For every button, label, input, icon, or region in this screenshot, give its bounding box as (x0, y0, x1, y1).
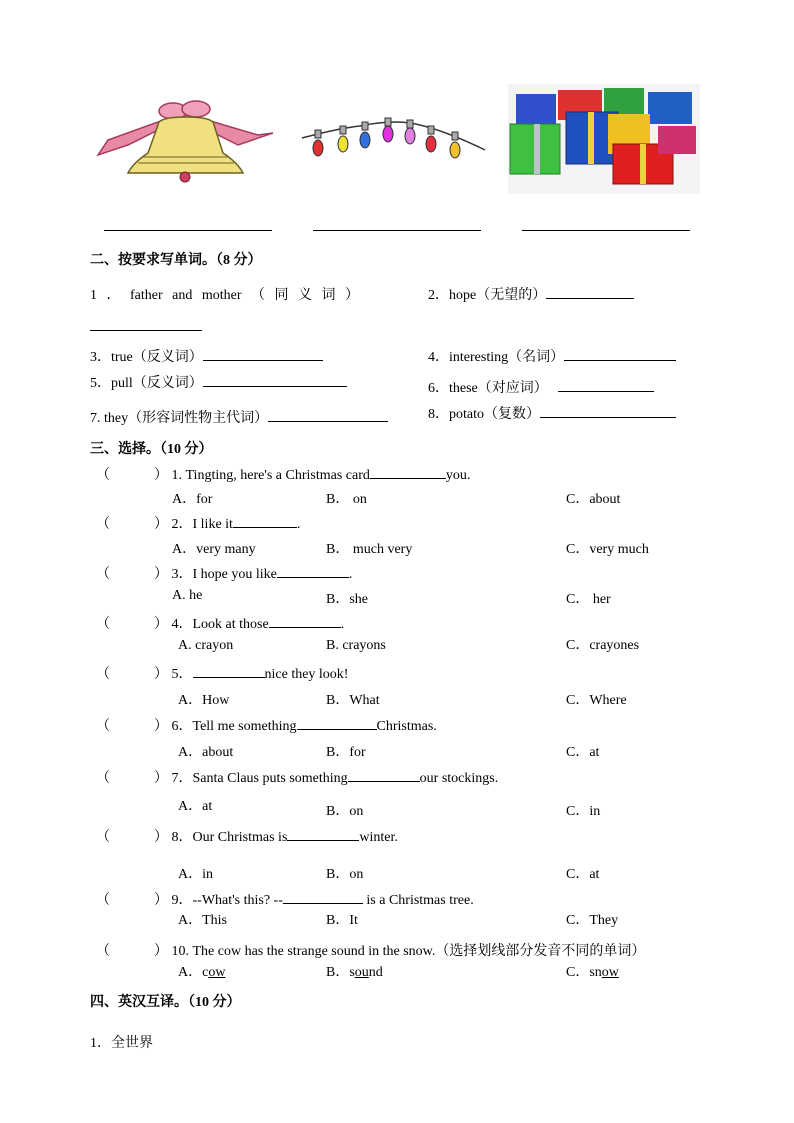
answer-paren-7[interactable]: （ ） (96, 771, 168, 786)
lights-picture (300, 108, 490, 168)
choice-q10: （ ） 10. The cow has the strange sound in the snow.（选择划线部分发音不同的单词） (96, 944, 646, 959)
q3-option-a[interactable]: A. he (172, 588, 203, 603)
q4-option-a[interactable]: A. crayon (178, 638, 234, 653)
q1-blank[interactable] (370, 464, 446, 479)
sec2-q5-text: 5．pull（反义词） (90, 376, 203, 391)
choice-q9: （ ） 9．--What's this? -- is a Christmas tree. (96, 889, 474, 909)
picture-answer-line-1[interactable] (104, 216, 272, 231)
sec2-q8 (428, 403, 676, 423)
q6-option-b[interactable]: B．for (326, 745, 366, 760)
choice-q1: （ ） 1. Tingting, here's a Christmas card you. (96, 464, 470, 484)
sec2-q5-blank[interactable] (203, 372, 347, 387)
q8-option-b[interactable]: B．on (326, 867, 364, 882)
sec2-q3-text: 3．true（反义词） (90, 350, 203, 365)
q2-blank[interactable] (233, 513, 297, 528)
q5-option-a[interactable]: A．How (178, 693, 230, 708)
choice-q5: （ ） 5． nice they look! (96, 663, 348, 683)
q3-option-c[interactable]: C． her (566, 592, 611, 607)
sec2-q7 (90, 407, 388, 427)
section-2-heading: 二、按要求写单词。（8 分） (90, 253, 262, 268)
bell-icon (88, 95, 278, 190)
answer-paren-5[interactable]: （ ） (96, 667, 168, 682)
sec2-q2-blank[interactable] (546, 284, 634, 299)
sec2-q8-blank[interactable] (540, 403, 676, 418)
q4-option-b[interactable]: B. crayons (326, 638, 386, 653)
choice-q6: （ ） 6．Tell me something Christmas. (96, 715, 437, 735)
q10-option-b[interactable]: B．sound (326, 965, 383, 980)
q8-option-c[interactable]: C．at (566, 867, 600, 882)
q3-blank[interactable] (277, 563, 349, 578)
q3-option-b[interactable]: B．she (326, 592, 368, 607)
sec2-q4-text: 4．interesting（名词） (428, 350, 565, 365)
sec2-q3 (90, 346, 323, 366)
sec2-q7-blank[interactable] (268, 407, 388, 422)
answer-paren-2[interactable]: （ ） (96, 517, 168, 532)
answer-paren-3[interactable]: （ ） (96, 567, 168, 582)
sec2-q8-text: 8．potato（复数） (428, 407, 540, 422)
q1-option-b[interactable]: B． on (326, 492, 367, 507)
picture-answer-line-3[interactable] (522, 216, 690, 231)
sec2-q1 (90, 284, 359, 304)
sec2-q4-blank[interactable] (564, 346, 676, 361)
choice-q2: （ ） 2．I like it . (96, 513, 300, 533)
sec2-q2 (428, 284, 634, 304)
gift-boxes-icon (508, 84, 700, 194)
sec2-q3-blank[interactable] (203, 346, 323, 361)
q2-option-b[interactable]: B． much very (326, 542, 413, 557)
q8-blank[interactable] (287, 826, 359, 841)
q1-option-a[interactable]: A．for (172, 492, 213, 507)
q9-option-b[interactable]: B．It (326, 913, 358, 928)
bell-picture (88, 95, 278, 190)
sec2-q1-blank[interactable] (90, 316, 202, 331)
christmas-lights-icon (300, 108, 490, 168)
q7-option-b[interactable]: B．on (326, 804, 364, 819)
sec2-q5 (90, 372, 347, 392)
q10-option-a[interactable]: A．cow (178, 965, 226, 980)
q6-blank[interactable] (297, 715, 377, 730)
q7-option-a[interactable]: A．at (178, 799, 213, 814)
sec2-q4 (428, 346, 676, 366)
answer-paren-1[interactable]: （ ） (96, 468, 168, 483)
q5-blank[interactable] (193, 663, 265, 678)
choice-q4: （ ） 4．Look at those . (96, 613, 344, 633)
answer-paren-6[interactable]: （ ） (96, 719, 168, 734)
sec2-q6 (428, 377, 654, 397)
q5-option-b[interactable]: B．What (326, 693, 380, 708)
picture-answer-line-2[interactable] (313, 216, 481, 231)
q7-option-c[interactable]: C．in (566, 804, 601, 819)
q7-blank[interactable] (348, 767, 420, 782)
gifts-picture (508, 84, 700, 194)
answer-paren-8[interactable]: （ ） (96, 830, 168, 845)
q2-option-a[interactable]: A．very many (172, 542, 256, 557)
sec2-q2-text: 2．hope（无望的） (428, 288, 547, 303)
choice-q7: （ ） 7．Santa Claus puts something our stockings. (96, 767, 498, 787)
answer-paren-10[interactable]: （ ） (96, 944, 168, 959)
q9-option-c[interactable]: C．They (566, 913, 619, 928)
q6-option-a[interactable]: A．about (178, 745, 234, 760)
q9-option-a[interactable]: A．This (178, 913, 227, 928)
q4-blank[interactable] (269, 613, 341, 628)
answer-paren-9[interactable]: （ ） (96, 893, 168, 908)
sec2-q7-text: 7. they（形容词性物主代词） (90, 411, 269, 426)
answer-paren-4[interactable]: （ ） (96, 617, 168, 632)
sec2-q6-blank[interactable] (558, 377, 654, 392)
choice-q8: （ ） 8．Our Christmas is winter. (96, 826, 398, 846)
section-4-heading: 四、英汉互译。（10 分） (90, 995, 241, 1010)
q5-option-c[interactable]: C．Where (566, 693, 627, 708)
section-3-heading: 三、选择。（10 分） (90, 442, 213, 457)
sec2-q1-text: 1 ． father and mother （ 同 义 词 ） (90, 288, 360, 303)
choice-q3: （ ） 3．I hope you like . (96, 563, 352, 583)
sec2-q6-text: 6．these（对应词） (428, 381, 548, 396)
q4-option-c[interactable]: C．crayones (566, 638, 640, 653)
q8-option-a[interactable]: A．in (178, 867, 213, 882)
q9-blank[interactable] (283, 889, 363, 904)
q10-option-c[interactable]: C．snow (566, 965, 619, 980)
q6-option-c[interactable]: C．at (566, 745, 600, 760)
q1-option-c[interactable]: C．about (566, 492, 621, 507)
q2-option-c[interactable]: C．very much (566, 542, 649, 557)
sec4-q1: 1．全世界 (90, 1036, 153, 1051)
